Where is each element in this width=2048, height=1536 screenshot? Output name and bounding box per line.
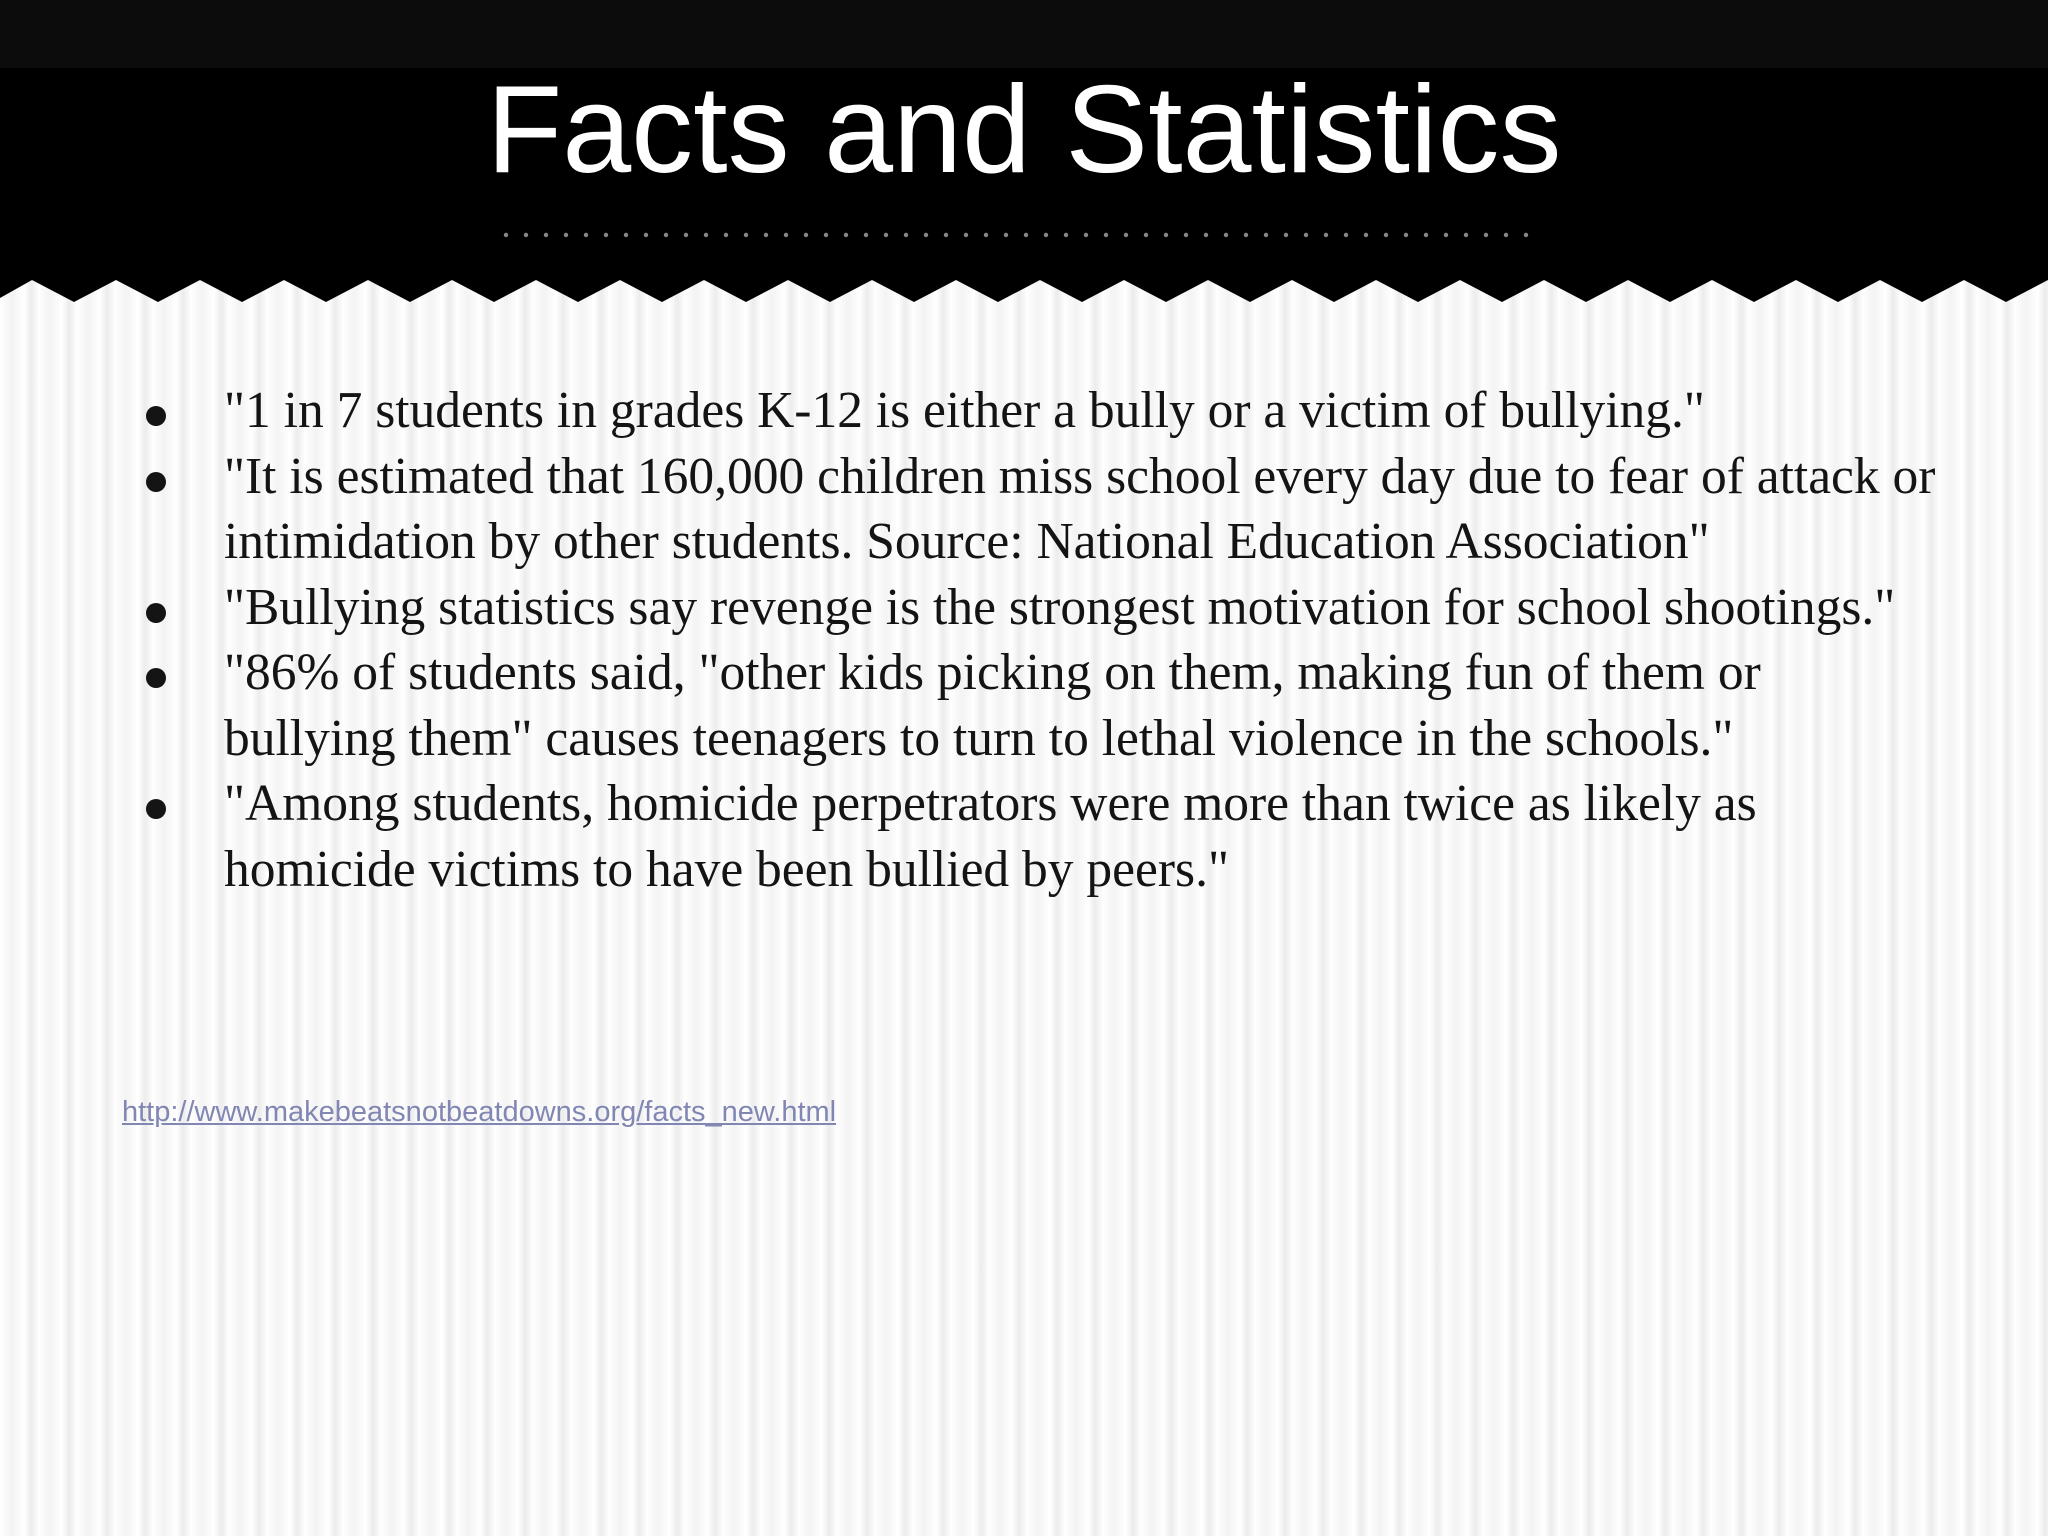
divider-dot — [604, 233, 608, 237]
bullet-text: "86% of students said, "other kids picking on them, making fun of them or bullying them" causes teenagers to turn to lethal violence in the schools." — [224, 644, 1761, 767]
list-item — [140, 575, 1940, 641]
divider-dot — [1364, 233, 1368, 237]
divider-dot — [864, 233, 868, 237]
divider-dot — [1024, 233, 1028, 237]
divider-dot — [1304, 233, 1308, 237]
divider-dot — [764, 233, 768, 237]
divider-dot — [1484, 233, 1488, 237]
divider-dot — [984, 233, 988, 237]
divider-dot — [564, 233, 568, 237]
divider-dot — [1084, 233, 1088, 237]
divider-dot — [1104, 233, 1108, 237]
facts-bullet-list — [140, 378, 1940, 902]
divider-dot — [904, 233, 908, 237]
divider-dot — [824, 233, 828, 237]
divider-dot — [1464, 233, 1468, 237]
divider-dot — [844, 233, 848, 237]
divider-dot — [784, 233, 788, 237]
divider-dot — [1124, 233, 1128, 237]
divider-dot — [1224, 233, 1228, 237]
divider-dot — [1284, 233, 1288, 237]
divider-dot — [524, 233, 528, 237]
divider-dot — [1324, 233, 1328, 237]
divider-dot — [924, 233, 928, 237]
divider-dot — [1424, 233, 1428, 237]
divider-dot — [1184, 233, 1188, 237]
divider-dot — [1144, 233, 1148, 237]
divider-dot — [544, 233, 548, 237]
divider-dot — [1404, 233, 1408, 237]
divider-dot — [1264, 233, 1268, 237]
source-link[interactable]: http://www.makebeatsnotbeatdowns.org/facts_new.html — [122, 1096, 837, 1128]
divider-dot — [944, 233, 948, 237]
list-item — [140, 771, 1940, 902]
bullet-icon — [146, 668, 166, 688]
bullet-icon — [146, 799, 166, 819]
divider-dot — [664, 233, 668, 237]
divider-dot — [1344, 233, 1348, 237]
bullet-text: "It is estimated that 160,000 children miss school every day due to fear of attack or intimidation by other students. Source: National Education Association" — [224, 447, 1936, 570]
divider-dot — [1044, 233, 1048, 237]
divider-dot — [644, 233, 648, 237]
divider-dot — [624, 233, 628, 237]
divider-dot — [1004, 233, 1008, 237]
divider-dot — [884, 233, 888, 237]
divider-dot — [1164, 233, 1168, 237]
list-item — [140, 640, 1940, 771]
divider-dot — [964, 233, 968, 237]
divider-dot — [684, 233, 688, 237]
divider-dot — [1204, 233, 1208, 237]
divider-dot — [704, 233, 708, 237]
bullet-text: "1 in 7 students in grades K-12 is either a bully or a victim of bullying." — [224, 382, 1705, 439]
bullet-icon — [146, 603, 166, 623]
list-item — [140, 444, 1940, 575]
divider-dot — [1524, 233, 1528, 237]
divider-dot — [1504, 233, 1508, 237]
divider-dot — [1444, 233, 1448, 237]
divider-dot — [1064, 233, 1068, 237]
divider-dot — [804, 233, 808, 237]
bullet-text: "Bullying statistics say revenge is the strongest motivation for school shootings." — [224, 578, 1896, 636]
divider-dot — [1244, 233, 1248, 237]
bullet-icon — [146, 472, 166, 492]
divider-dot — [744, 233, 748, 237]
divider-dot — [504, 233, 508, 237]
header-band — [0, 0, 2048, 310]
bullet-text: "Among students, homicide perpetrators were more than twice as likely as homicide victims to have been bullied by peers." — [224, 775, 1757, 898]
divider-dot — [724, 233, 728, 237]
slide-title: Facts and Statistics — [486, 61, 1562, 199]
divider-dot — [584, 233, 588, 237]
list-item — [140, 378, 1940, 444]
divider-dot — [1384, 233, 1388, 237]
bullet-icon — [146, 406, 166, 426]
